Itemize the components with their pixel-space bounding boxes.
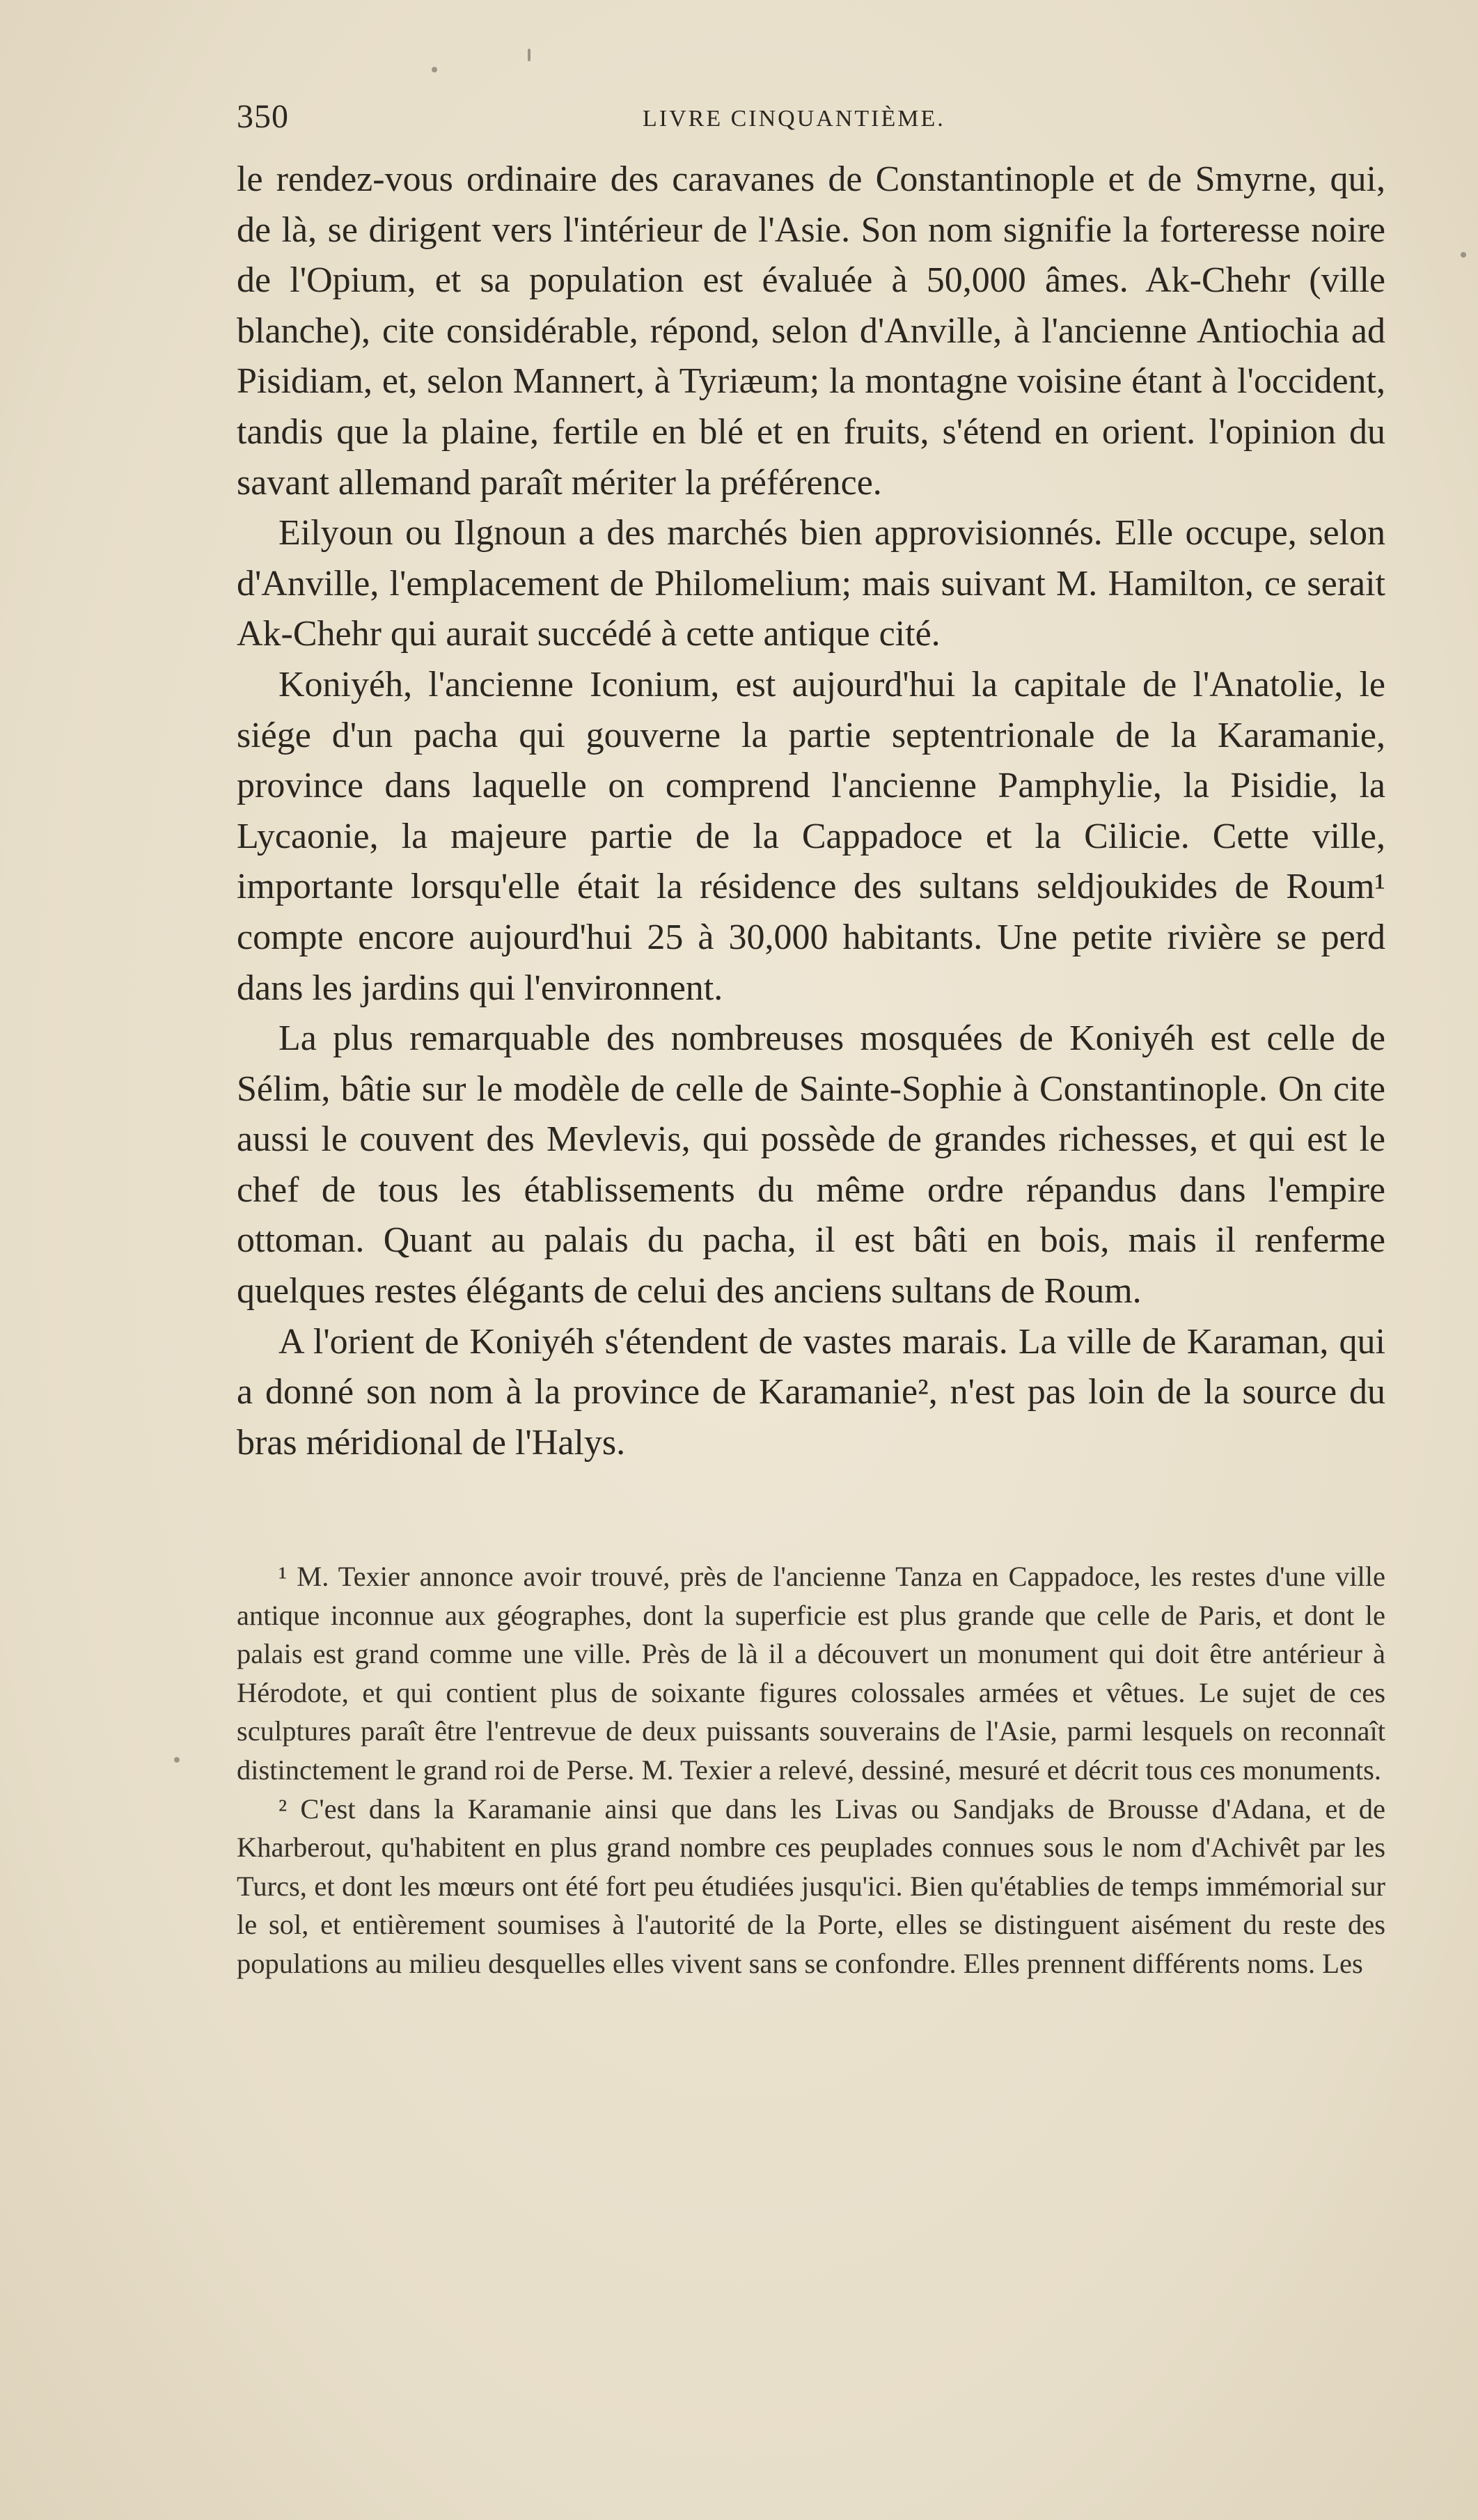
paper-speck — [174, 1757, 180, 1763]
page-number: 350 — [237, 98, 289, 135]
running-head — [237, 97, 1385, 139]
paragraph: A l'orient de Koniyéh s'étendent de vastes marais. La ville de Karaman, qui a donné son nom à la province de Karamanie², n'est pas loin de la source du bras méridional de l'Halys. — [237, 1321, 1385, 1463]
footnotes — [237, 1557, 1385, 1983]
paragraph: La plus remarquable des nombreuses mosquées de Koniyéh est celle de Sélim, bâtie sur le modèle de celle de Sainte-Sophie à Constantinople. On cite aussi le couvent des Mevlevis, qui possède de grandes richesses, et qui est le chef de tous les établissements du même ordre répandus dans l'empire ottoman. Quant au palais du pacha, il est bâti en bois, mais il renferme quelques restes élégants de celui des anciens sultans de Roum. — [237, 1018, 1385, 1312]
paper-speck — [528, 49, 530, 61]
running-title: LIVRE CINQUANTIÈME. — [643, 106, 945, 132]
footnote: ¹ M. Texier annonce avoir trouvé, près de l'ancienne Tanza en Cappadoce, les restes d'une ville antique inconnue aux géographes, dont la superficie est plus grande que celle de Paris, et dont le palais est grand comme une ville. Près de là il a découvert un monument qui doit être antérieur à Hérodote, et qui contient plus de soixante figures colossales armées et vêtues. Le sujet de ces sculptures paraît être l'entrevue de deux puissants souverains de l'Asie, parmi lesquels on reconnaît distinctement le grand roi de Perse. M. Texier a relevé, dessiné, mesuré et décrit tous ces monuments. — [237, 1561, 1385, 1786]
footnote: ² C'est dans la Karamanie ainsi que dans les Livas ou Sandjaks de Brousse d'Adana, et de Kharberout, qu'habitent en plus grand nombre ces peuplades connues sous le nom d'Achivêt par les Turcs, et dont les mœurs ont été fort peu étudiées jusqu'ici. Bien qu'établies de temps immémorial sur le sol, et entièrement soumises à l'autorité de la Porte, elles se distinguent aisément du reste des populations au milieu desquelles elles vivent sans se confondre. Elles prennent différents noms. Les — [237, 1793, 1385, 1979]
paragraph: le rendez-vous ordinaire des caravanes de Constantinople et de Smyrne, qui, de là, se dirigent vers l'intérieur de l'Asie. Son nom signifie la forteresse noire de l'Opium, et sa population est évaluée à 50,000 âmes. Ak-Chehr (ville blanche), cite considérable, répond, selon d'Anville, à l'ancienne Antiochia ad Pisidiam, et, selon Mannert, à Tyriæum; la montagne voisine étant à l'occident, tandis que la plaine, fertile en blé et en fruits, s'étend en orient. l'opinion du savant allemand paraît mériter la préférence. — [237, 159, 1385, 503]
paper-speck — [432, 67, 437, 72]
body-text — [237, 155, 1385, 1468]
paragraph: Koniyéh, l'ancienne Iconium, est aujourd'hui la capitale de l'Anatolie, le siége d'un pacha qui gouverne la partie septentrionale de la Karamanie, province dans laquelle on comprend l'ancienne Pamphylie, la Pisidie, la Lycaonie, la majeure partie de la Cappadoce et la Cilicie. Cette ville, importante lorsqu'elle était la résidence des sultans seldjoukides de Roum¹ compte encore aujourd'hui 25 à 30,000 habitants. Une petite rivière se perd dans les jardins qui l'environnent. — [237, 664, 1385, 1008]
paper-speck — [1461, 252, 1466, 258]
paragraph: Eilyoun ou Ilgnoun a des marchés bien approvisionnés. Elle occupe, selon d'Anville, l'emplacement de Philomelium; mais suivant M. Hamilton, ce serait Ak-Chehr qui aurait succédé à cette antique cité. — [237, 513, 1385, 654]
